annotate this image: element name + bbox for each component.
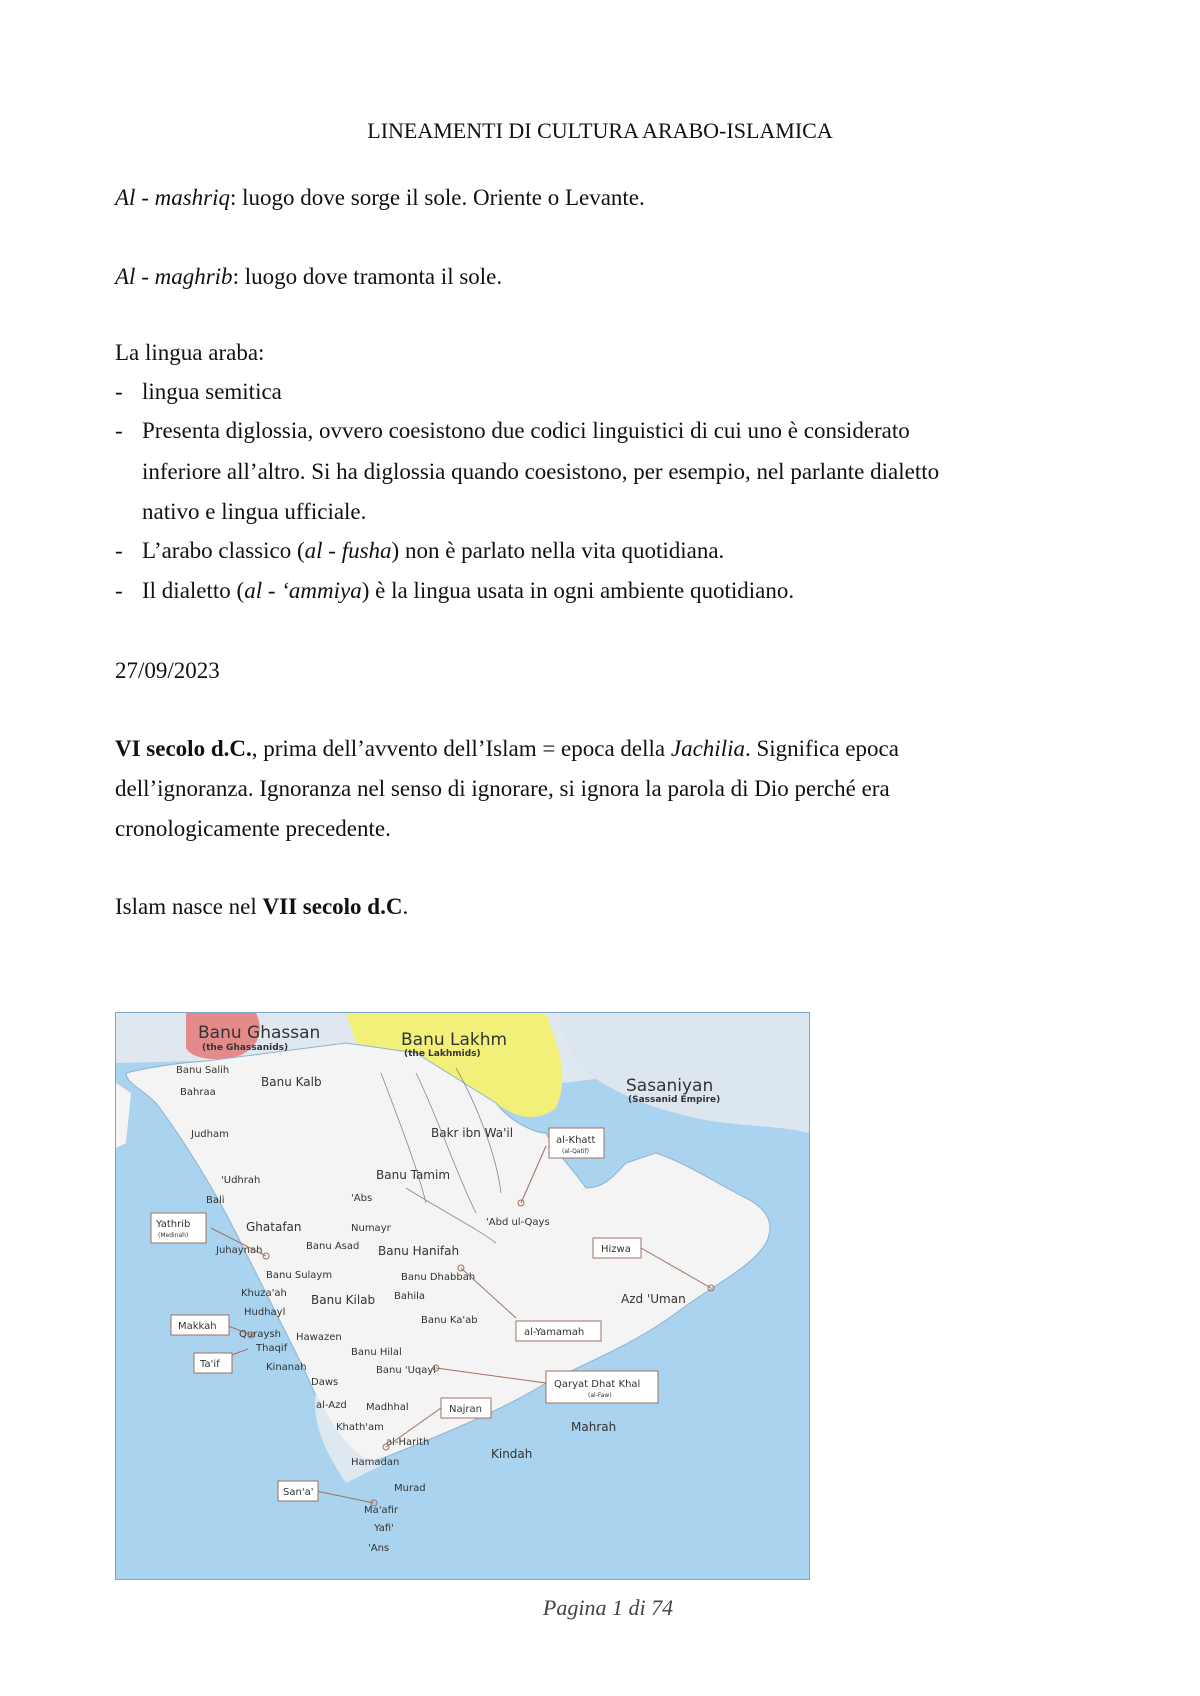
city-label: Yathrib bbox=[156, 1219, 191, 1230]
tribe-label: Bali bbox=[206, 1195, 225, 1206]
tribe-label: Murad bbox=[394, 1483, 426, 1494]
tribe-label: Bahraa bbox=[180, 1087, 216, 1098]
tribe-label: Banu 'Uqayl bbox=[376, 1365, 437, 1376]
bullet-text: L’arabo classico ( bbox=[142, 538, 305, 563]
maghrib-definition bbox=[115, 262, 502, 292]
tribe-label: Banu Kilab bbox=[311, 1293, 376, 1307]
tribe-label: Banu Sulaym bbox=[266, 1270, 333, 1281]
tribe-label: Hamadan bbox=[351, 1457, 400, 1468]
city-label: Najran bbox=[449, 1404, 482, 1415]
tribe-label: Thaqif bbox=[256, 1343, 288, 1354]
label-ghassan-sub: (the Ghassanids) bbox=[202, 1043, 289, 1053]
jachilia-paragraph-line3: cronologicamente precedente. bbox=[115, 816, 391, 841]
city-label: (al-Faw) bbox=[588, 1392, 612, 1399]
page-footer: Pagina 1 di 74 bbox=[542, 1595, 674, 1620]
label-lakhm-sub: (the Lakhmids) bbox=[404, 1049, 481, 1059]
language-heading: La lingua araba: bbox=[115, 340, 265, 365]
city-label: al-Khatt bbox=[556, 1135, 596, 1146]
city-label: Ta'if bbox=[200, 1359, 220, 1370]
date-heading: 27/09/2023 bbox=[115, 658, 220, 683]
tribe-label: Judham bbox=[191, 1129, 229, 1140]
tribe-label: Khath'am bbox=[336, 1422, 384, 1433]
tribe-label: Banu Hilal bbox=[351, 1347, 402, 1358]
label-sasaniyan-sub: (Sassanid Empire) bbox=[628, 1095, 721, 1105]
maghrib-text: : luogo dove tramonta il sole. bbox=[232, 264, 503, 289]
tribe-label: 'Abs bbox=[351, 1193, 373, 1204]
islam-text: . bbox=[402, 894, 409, 919]
tribe-label: Banu Kalb bbox=[261, 1075, 322, 1089]
ammiya-term: al - ‘ammiya bbox=[244, 578, 362, 603]
bullet-semitic: lingua semitica bbox=[142, 379, 282, 404]
century-bold: VI secolo d.C. bbox=[115, 736, 252, 761]
tribe-label: Hawazen bbox=[296, 1332, 342, 1343]
para-text: , prima dell’avvento dell’Islam = epoca della bbox=[251, 736, 671, 761]
tribe-label: Madhhal bbox=[366, 1402, 409, 1413]
islam-birth-line bbox=[115, 892, 408, 922]
bullet-marker: - bbox=[115, 418, 123, 443]
bullet-marker: - bbox=[115, 379, 123, 404]
tribe-label: Bakr ibn Wa'il bbox=[431, 1126, 514, 1140]
islam-text: Islam nasce nel bbox=[115, 894, 263, 919]
tribe-label: Banu Asad bbox=[306, 1241, 360, 1252]
tribe-label: al-Azd bbox=[316, 1400, 347, 1411]
tribe-label: Banu Dhabbah bbox=[401, 1272, 476, 1283]
tribe-label: 'Abd ul-Qays bbox=[486, 1217, 550, 1228]
tribe-label: Numayr bbox=[351, 1223, 391, 1234]
city-label: Makkah bbox=[178, 1321, 217, 1332]
tribe-label: Mahrah bbox=[571, 1420, 617, 1434]
bullet-diglossia-line1: Presenta diglossia, ovvero coesistono due codici linguistici di cui uno è considerato bbox=[142, 418, 910, 443]
mashriq-text: : luogo dove sorge il sole. Oriente o Levante. bbox=[230, 185, 645, 210]
bullet-diglossia-line2: inferiore all’altro. Si ha diglossia quando coesistono, per esempio, nel parlante dialetto bbox=[142, 459, 940, 484]
label-sasaniyan: Sasaniyan bbox=[626, 1076, 714, 1096]
city-label: al-Yamamah bbox=[524, 1327, 585, 1338]
tribe-label: Quraysh bbox=[239, 1329, 281, 1340]
tribe-label: Juhaynah bbox=[216, 1245, 263, 1256]
city-label: (Medinah) bbox=[158, 1232, 189, 1239]
mashriq-definition bbox=[115, 183, 645, 213]
islam-century-bold: VII secolo d.C bbox=[262, 894, 403, 919]
tribe-label: Kinanah bbox=[266, 1362, 307, 1373]
tribe-label: Ghatafan bbox=[246, 1220, 302, 1234]
tribe-label: Daws bbox=[311, 1377, 339, 1388]
bullet-classical-arabic bbox=[142, 536, 724, 566]
tribe-label: Kindah bbox=[491, 1447, 533, 1461]
label-ghassan: Banu Ghassan bbox=[198, 1023, 321, 1043]
para-text: . Significa epoca bbox=[744, 736, 899, 761]
maghrib-term: Al - maghrib bbox=[115, 264, 233, 289]
map-svg bbox=[116, 1013, 809, 1579]
tribe-label: Hudhayl bbox=[244, 1307, 286, 1318]
fusha-term: al - fusha bbox=[304, 538, 392, 563]
tribe-label: Banu Ka'ab bbox=[421, 1315, 478, 1326]
page-title: LINEAMENTI DI CULTURA ARABO-ISLAMICA bbox=[367, 118, 833, 143]
city-label: (al-Qatif) bbox=[562, 1148, 589, 1155]
bullet-text: ) è la lingua usata in ogni ambiente quotidiano. bbox=[361, 578, 795, 603]
bullet-marker: - bbox=[115, 578, 123, 603]
bullet-text: ) non è parlato nella vita quotidiana. bbox=[391, 538, 725, 563]
bullet-dialect bbox=[142, 576, 794, 606]
tribe-label: Khuza'ah bbox=[241, 1288, 287, 1299]
city-label: Hizwa bbox=[601, 1244, 631, 1255]
tribe-label: Yafi' bbox=[374, 1523, 394, 1534]
bullet-text: Il dialetto ( bbox=[142, 578, 245, 603]
label-lakhm: Banu Lakhm bbox=[401, 1030, 508, 1050]
jachilia-term: Jachilia bbox=[670, 736, 745, 761]
tribe-label: Ma'afir bbox=[364, 1505, 399, 1516]
mashriq-term: Al - mashriq bbox=[115, 185, 230, 210]
city-label: Qaryat Dhat Khal bbox=[554, 1379, 641, 1390]
city-label: San'a' bbox=[283, 1487, 314, 1498]
tribe-label: al-Harith bbox=[386, 1437, 430, 1448]
jachilia-paragraph-line1 bbox=[115, 734, 899, 764]
tribe-label: Azd 'Uman bbox=[621, 1292, 686, 1306]
arabia-tribes-map bbox=[115, 1012, 810, 1580]
bullet-diglossia-line3: nativo e lingua ufficiale. bbox=[142, 499, 367, 524]
jachilia-paragraph-line2: dell’ignoranza. Ignoranza nel senso di ignorare, si ignora la parola di Dio perché era bbox=[115, 776, 890, 801]
tribe-label: Banu Salih bbox=[176, 1065, 230, 1076]
tribe-label: Banu Hanifah bbox=[378, 1244, 460, 1258]
bullet-marker: - bbox=[115, 538, 123, 563]
tribe-label: Banu Tamim bbox=[376, 1168, 451, 1182]
tribe-label: 'Udhrah bbox=[221, 1175, 261, 1186]
tribe-label: 'Ans bbox=[368, 1543, 390, 1554]
tribe-label: Bahila bbox=[394, 1291, 426, 1302]
